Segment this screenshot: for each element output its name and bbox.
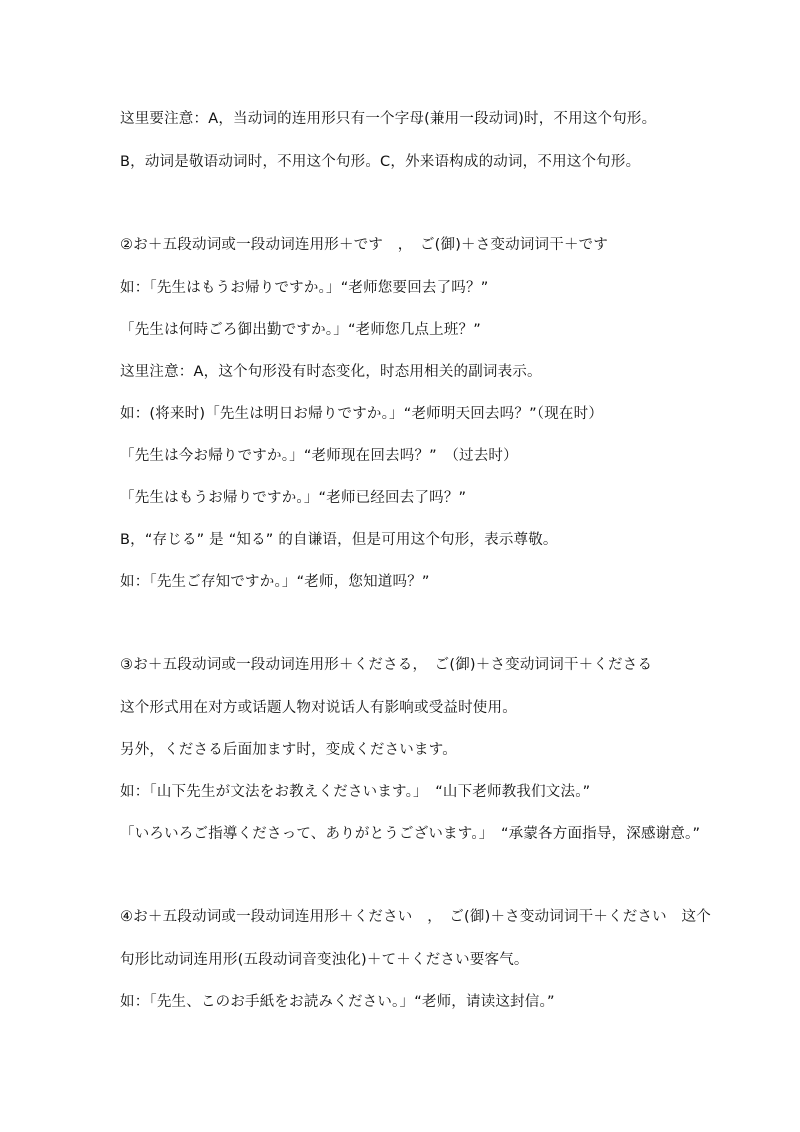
- text-line-note: B，“存じる” 是 “知る” 的自谦语，但是可用这个句形，表示尊敬。: [120, 532, 558, 548]
- example-line: 如：「山下先生が文法をお教えくださいます。」 “山下老师教我们文法。”: [120, 784, 591, 800]
- heading-pattern-2: ②お＋五段动词或一段动词连用形＋です ， ご(御)＋さ变动词词干＋です: [120, 237, 609, 253]
- text-line-note: 另外，くださる后面加ます时，变成くださいます。: [120, 742, 457, 758]
- text-line-note: 这里注意：A，这个句形没有时态变化，时态用相关的副词表示。: [120, 364, 542, 380]
- text-line-note: 句形比动词连用形(五段动词音变浊化)＋て＋ください要客气。: [120, 952, 529, 968]
- example-line: 如：「先生ご存知ですか。」“老师，您知道吗？”: [120, 574, 430, 590]
- example-line: 「先生はもうお帰りですか。」“老师已经回去了吗？”: [120, 490, 467, 506]
- heading-pattern-3: ③お＋五段动词或一段动词连用形＋くださる， ご(御)＋さ变动词词干＋くださる: [120, 657, 653, 673]
- example-line: 「先生は今お帰りですか。」“老师现在回去吗？” （过去时）: [120, 448, 518, 464]
- example-line: 如：(将来时)「先生は明日お帰りですか。」“老师明天回去吗？”（现在时）: [120, 406, 604, 422]
- text-line-note-b: B，动词是敬语动词时，不用这个句形。C，外来语构成的动词，不用这个句形。: [120, 154, 641, 170]
- example-line: 「いろいろご指導くださって、ありがとうございます。」 “承蒙各方面指导，深感谢意。”: [120, 826, 701, 842]
- text-line-note-a: 这里要注意：A，当动词的连用形只有一个字母(兼用一段动词)时，不用这个句形。: [120, 111, 657, 127]
- example-line: 「先生は何時ごろ御出勤ですか。」“老师您几点上班？”: [120, 322, 481, 338]
- text-line-note: 这个形式用在对方或话题人物对说话人有影响或受益时使用。: [120, 700, 517, 716]
- example-line: 如：「先生、このお手紙をお読みください。」“老师，请读这封信。”: [120, 994, 555, 1010]
- example-line: 如：「先生はもうお帰りですか。」“老师您要回去了吗？”: [120, 280, 489, 296]
- heading-pattern-4: ④お＋五段动词或一段动词连用形＋ください ， ご(御)＋さ变动词词干＋ください 这个: [120, 909, 711, 925]
